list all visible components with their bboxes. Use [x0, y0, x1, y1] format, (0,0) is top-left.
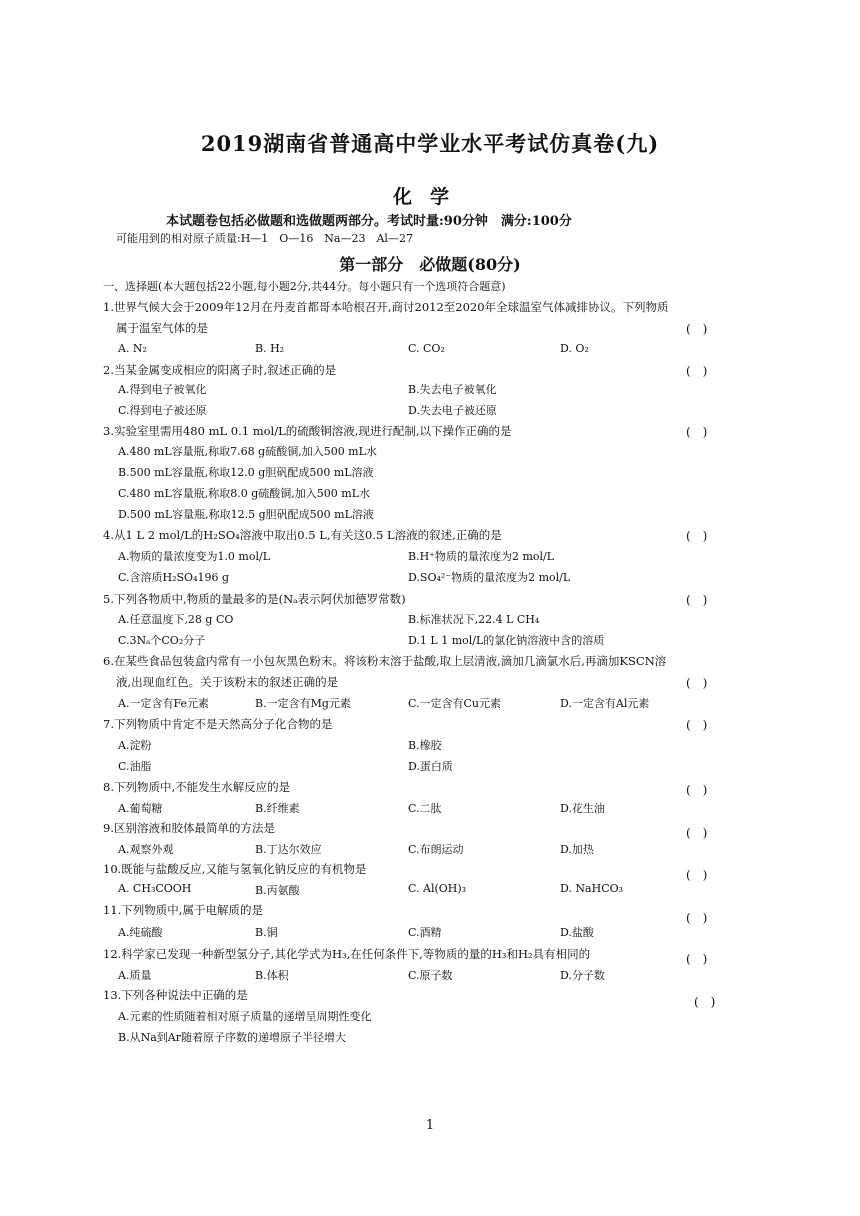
question-stem: 11.下列物质中,属于电解质的是 [103, 903, 263, 917]
option-b: B.标准状况下,22.4 L CH₄ [408, 613, 540, 626]
question-stem: 3.实验室里需用480 mL 0.1 mol/L的硫酸铜溶液,现进行配制,以下操作正确的是 [103, 424, 512, 438]
subject-title: 化学 [392, 186, 467, 208]
question-stem: 属于温室气体的是 [116, 321, 208, 335]
option-a: A.任意温度下,28 g CO [118, 613, 234, 626]
option-c: C.一定含有Cu元素 [408, 697, 502, 710]
question-stem: 5.下列各物质中,物质的量最多的是(Nₐ表示阿伏加德罗常数) [103, 592, 406, 606]
option-a: A.物质的量浓度变为1.0 mol/L [118, 550, 271, 563]
option-c: C.含溶质H₂SO₄196 g [118, 571, 230, 584]
answer-bracket[interactable]: ( ) [686, 676, 708, 690]
option-c: C.原子数 [408, 969, 453, 982]
option-b: B.橡胶 [408, 739, 442, 752]
question-stem: 1.世界气候大会于2009年12月在丹麦首都哥本哈根召开,商讨2012至2020年全球温室气体减排协议。下列物质 [103, 300, 669, 314]
option-b: B.丁达尔效应 [255, 843, 322, 856]
option-d: D.盐酸 [560, 926, 594, 939]
option-b: B.从Na到Ar随着原子序数的递增原子半径增大 [118, 1031, 346, 1044]
option-a: A.观察外观 [118, 843, 174, 856]
option-d: D.蛋白质 [408, 760, 453, 773]
answer-bracket[interactable]: ( ) [686, 593, 708, 607]
exam-info: 本试题卷包括必做题和选做题两部分。考试时量:90分钟 满分:100分 [166, 214, 572, 229]
option-a: A.一定含有Fe元素 [118, 697, 209, 710]
answer-bracket[interactable]: ( ) [694, 995, 716, 1009]
option-c: C.得到电子被还原 [118, 404, 207, 417]
answer-bracket[interactable]: ( ) [686, 529, 708, 543]
option-b: B.H⁺物质的量浓度为2 mol/L [408, 550, 555, 563]
option-d: D.500 mL容量瓶,称取12.5 g胆矾配成500 mL溶液 [118, 508, 374, 521]
option-d: D.加热 [560, 843, 594, 856]
part1-instruction: 一、选择题(本大题包括22小题,每小题2分,共44分。每小题只有一个选项符合题意) [103, 280, 506, 293]
part1-title: 第一部分 必做题(80分) [339, 255, 521, 274]
question-stem: 10.既能与盐酸反应,又能与氢氧化钠反应的有机物是 [103, 862, 367, 876]
answer-bracket[interactable]: ( ) [686, 718, 708, 732]
option-b: B.丙氨酸 [255, 884, 300, 897]
option-a: A.葡萄糖 [118, 802, 163, 815]
option-a: A.得到电子被氧化 [118, 383, 207, 396]
option-c: C.酒精 [408, 926, 442, 939]
option-d: D.花生油 [560, 802, 605, 815]
option-d: D.SO₄²⁻物质的量浓度为2 mol/L [408, 571, 571, 584]
option-b: B.纤维素 [255, 802, 300, 815]
question-stem: 9.区别溶液和胶体最简单的方法是 [103, 821, 275, 835]
option-b: B. H₂ [255, 342, 285, 355]
option-a: A.480 mL容量瓶,称取7.68 g硫酸铜,加入500 mL水 [118, 445, 377, 458]
question-stem: 12.科学家已发现一种新型氢分子,其化学式为H₃,在任何条件下,等物质的量的H₃和H₂具有相同的 [103, 947, 591, 961]
answer-bracket[interactable]: ( ) [686, 364, 708, 378]
option-d: D.一定含有Al元素 [560, 697, 650, 710]
option-c: C. Al(OH)₃ [408, 882, 467, 895]
option-d: D.分子数 [560, 969, 605, 982]
question-stem: 液,出现血红色。关于该粉末的叙述正确的是 [116, 675, 339, 689]
question-stem: 4.从1 L 2 mol/L的H₂SO₄溶液中取出0.5 L,有关这0.5 L溶液的叙述,正确的是 [103, 528, 502, 542]
option-a: A.淀粉 [118, 739, 152, 752]
question-stem: 6.在某些食品包装盒内常有一小包灰黑色粉末。将该粉末溶于盐酸,取上层清液,滴加几滴氯水后,再滴加KSCN溶 [103, 654, 667, 668]
answer-bracket[interactable]: ( ) [686, 322, 708, 336]
answer-bracket[interactable]: ( ) [686, 911, 708, 925]
option-c: C. CO₂ [408, 342, 445, 355]
option-c: C.480 mL容量瓶,称取8.0 g硫酸铜,加入500 mL水 [118, 487, 371, 500]
atomic-mass-line: 可能用到的相对原子质量:H—1 O—16 Na—23 Al—27 [116, 232, 413, 245]
option-d: D. NaHCO₃ [560, 882, 624, 895]
page-number: 1 [425, 1118, 435, 1133]
answer-bracket[interactable]: ( ) [686, 826, 708, 840]
answer-bracket[interactable]: ( ) [686, 783, 708, 797]
option-c: C.布朗运动 [408, 843, 464, 856]
question-stem: 8.下列物质中,不能发生水解反应的是 [103, 780, 291, 794]
option-c: C.二肽 [408, 802, 442, 815]
question-stem: 2.当某金属变成相应的阳离子时,叙述正确的是 [103, 363, 337, 377]
option-a: A.纯硫酸 [118, 926, 163, 939]
question-stem: 7.下列物质中肯定不是天然高分子化合物的是 [103, 717, 333, 731]
option-b: B.铜 [255, 926, 278, 939]
option-c: C.3Nₐ个CO₂分子 [118, 634, 206, 647]
option-b: B.500 mL容量瓶,称取12.0 g胆矾配成500 mL溶液 [118, 466, 374, 479]
answer-bracket[interactable]: ( ) [686, 952, 708, 966]
option-c: C.油脂 [118, 760, 152, 773]
answer-bracket[interactable]: ( ) [686, 868, 708, 882]
answer-bracket[interactable]: ( ) [686, 425, 708, 439]
option-d: D. O₂ [560, 342, 589, 355]
option-b: B.体积 [255, 969, 289, 982]
option-d: D.1 L 1 mol/L的氯化钠溶液中含的溶质 [408, 634, 605, 647]
option-a: A. CH₃COOH [118, 882, 192, 895]
option-a: A.质量 [118, 969, 152, 982]
option-a: A.元素的性质随着相对原子质量的递增呈周期性变化 [118, 1010, 372, 1023]
option-d: D.失去电子被还原 [408, 404, 497, 417]
question-stem: 13.下列各种说法中正确的是 [103, 988, 248, 1002]
option-b: B.失去电子被氧化 [408, 383, 497, 396]
option-a: A. N₂ [118, 342, 147, 355]
option-b: B.一定含有Mg元素 [255, 697, 351, 710]
page-title: 2019湖南省普通高中学业水平考试仿真卷(九) [200, 131, 660, 156]
